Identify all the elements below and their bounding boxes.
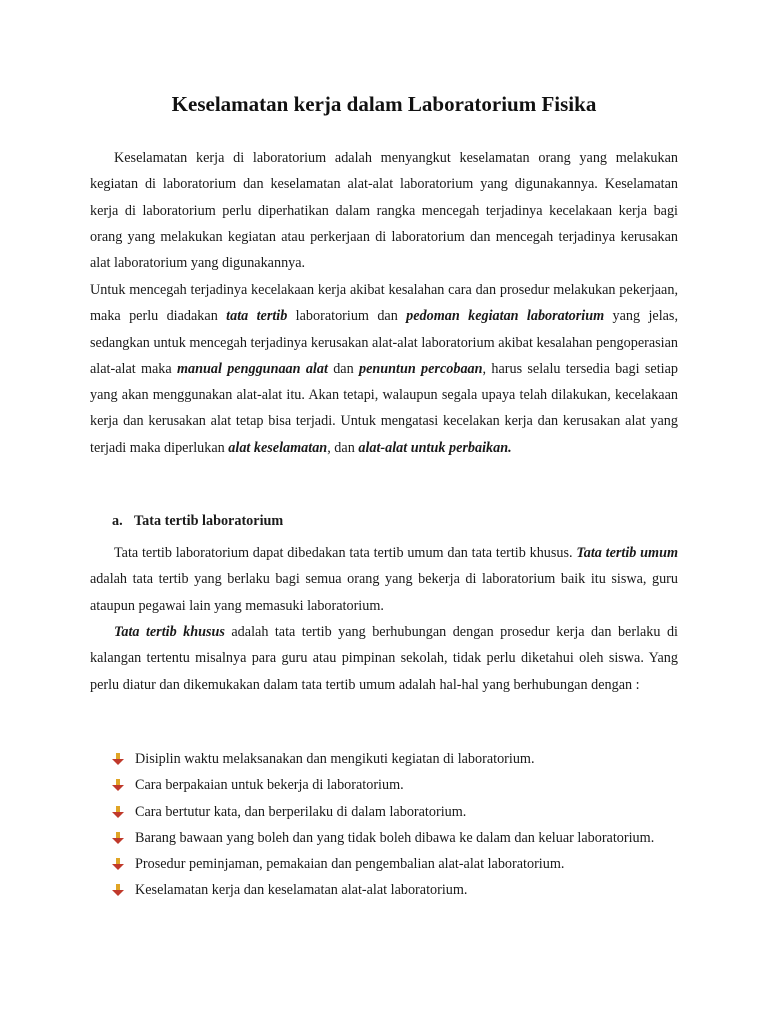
- emphasis-pedoman-kegiatan: pedoman kegiatan laboratorium: [406, 308, 605, 325]
- intro-paragraph-2: [90, 277, 678, 461]
- text-run: adalah tata tertib yang berhubungan dengan prosedur kerja dan berlaku di kalangan tertentu misalnya para guru atau pimpinan sekolah, tidak perlu diketahui oleh siswa. Yang perlu diatur dan dikemukakan dalam tata tertib umum adalah hal-hal yang berhubungan dengan :: [90, 624, 678, 693]
- list-item-text: Cara berpakaian untuk bekerja di laboratorium.: [135, 777, 404, 794]
- list-item-text: Prosedur peminjaman, pemakaian dan pengembalian alat-alat laboratorium.: [135, 856, 565, 873]
- list-item: [112, 877, 678, 903]
- list-item: [112, 825, 678, 851]
- text-run: laboratorium dan: [287, 308, 407, 325]
- list-item: [112, 772, 678, 798]
- text-run: yang jelas, sedangkan untuk mencegah terjadinya kerusakan alat-alat laboratorium akibat kesalahan pengoperasian alat-alat maka: [90, 308, 679, 377]
- section-a-paragraph-2: [90, 619, 678, 698]
- text-run: Tata tertib laboratorium dapat dibedakan tata tertib umum dan tata tertib khusus.: [114, 545, 577, 561]
- arrow-down-bullet-icon: [112, 884, 124, 896]
- section-heading-a: [112, 511, 283, 531]
- rules-bullet-list: [112, 746, 678, 904]
- section-heading-text: Tata tertib laboratorium: [134, 513, 284, 529]
- emphasis-alat-keselamatan: alat keselamatan: [228, 439, 328, 456]
- page-title: Keselamatan kerja dalam Laboratorium Fisika: [171, 92, 597, 116]
- list-item: [112, 799, 678, 825]
- text-run: , harus selalu tersedia bagi setiap yang akan menggunakan alat-alat itu. Akan tetapi, walaupun segala upaya telah dilakukan, kecelakaan kerja dan kerusakan alat tetap bisa terjadi. Untuk mengatasi kecelakan kerja dan kerusakan alat yang terjadi maka diperlukan: [90, 360, 678, 456]
- text-run: Untuk mencegah terjadinya kecelakaan kerja akibat kesalahan cara dan prosedur melakukan pekerjaan, maka perlu diadakan: [90, 282, 678, 325]
- emphasis-manual-penggunaan: manual penggunaan alat: [176, 360, 328, 377]
- text-run: adalah tata tertib yang berlaku bagi semua orang yang bekerja di laboratorium baik itu siswa, guru ataupun pegawai lain yang memasuki laboratorium.: [90, 571, 678, 614]
- emphasis-tata-tertib: tata tertib: [226, 308, 288, 325]
- text-run: , dan: [327, 439, 359, 456]
- emphasis-penuntun-percobaan: penuntun percobaan: [358, 360, 483, 377]
- emphasis-tata-tertib-umum: Tata tertib umum: [576, 545, 678, 561]
- arrow-down-bullet-icon: [112, 858, 124, 870]
- list-item: [112, 851, 678, 877]
- list-item: [112, 746, 678, 772]
- list-item-text: Keselamatan kerja dan keselamatan alat-alat laboratorium.: [135, 882, 468, 899]
- emphasis-alat-perbaikan: alat-alat untuk perbaikan.: [358, 439, 512, 456]
- section-number: a.: [112, 513, 123, 529]
- section-a-paragraph-1: [90, 540, 678, 619]
- intro-paragraph: Keselamatan kerja di laboratorium adalah menyangkut keselamatan orang yang melakukan kegiatan di laboratorium dan keselamatan alat-alat laboratorium yang digunakannya. Keselamatan kerja di laboratorium perlu diperhatikan dalam rangka mencegah terjadinya kecelakaan kerja bagi orang yang melakukan kegiatan atau perkerjaan di laboratorium dan mencegah terjadinya kerusakan alat laboratorium yang digunakannya.: [90, 150, 678, 272]
- text-run: dan: [327, 360, 359, 377]
- arrow-down-bullet-icon: [112, 779, 124, 791]
- arrow-down-bullet-icon: [112, 806, 124, 818]
- list-item-text: Cara bertutur kata, dan berperilaku di dalam laboratorium.: [135, 803, 467, 820]
- list-item-text: Barang bawaan yang boleh dan yang tidak boleh dibawa ke dalam dan keluar laboratorium.: [135, 829, 655, 846]
- arrow-down-bullet-icon: [112, 753, 124, 765]
- arrow-down-bullet-icon: [112, 832, 124, 844]
- emphasis-tata-tertib-khusus: Tata tertib khusus: [114, 624, 225, 640]
- list-item-text: Disiplin waktu melaksanakan dan mengikuti kegiatan di laboratorium.: [135, 751, 535, 767]
